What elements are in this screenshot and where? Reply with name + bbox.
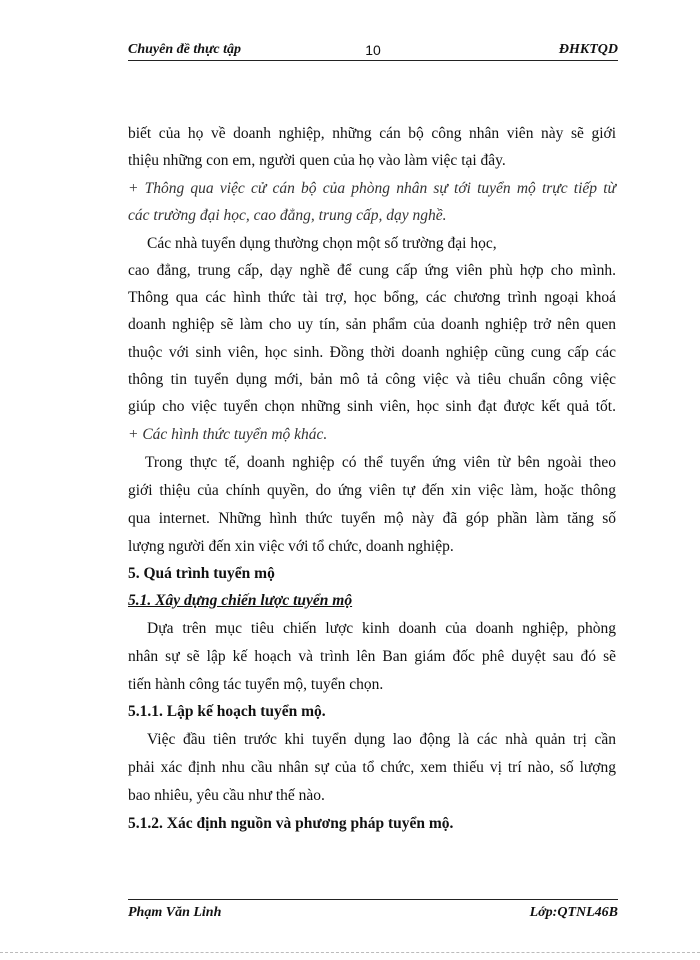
paragraph-line: giới thiệu của chính quyền, do ứng viên tự đến xin việc làm, hoặc thông [128,482,616,499]
footer-author: Phạm Văn Linh [128,905,222,920]
paragraph-line: phải xác định nhu cầu nhân sự của tổ chức, xem thiếu vị trí nào, số lượng [128,759,616,776]
page-header [128,40,618,61]
page-edge-divider [0,952,700,953]
paragraph-line: bao nhiêu, yêu cầu như thế nào. [128,787,325,804]
paragraph-line: Việc đầu tiên trước khi tuyển dụng lao động là các nhà quản trị cần [147,731,616,748]
paragraph-line: Trong thực tế, doanh nghiệp có thể tuyển ứng viên từ bên ngoài theo [145,454,616,471]
paragraph-line: cao đẳng, trung cấp, dạy nghề để cung cấp ứng viên phù hợp cho mình. [128,262,616,279]
page-footer [128,899,618,922]
paragraph-line: thông tin tuyển dụng mới, bản mô tả công việc và tiêu chuẩn công việc [128,371,616,388]
paragraph-line: nhân sự sẽ lập kế hoạch và trình lên Ban giám đốc phê duyệt sau đó sẽ [128,648,616,665]
paragraph-line: Các nhà tuyển dụng thường chọn một số trường đại học, [147,235,497,252]
paragraph-line: thiệu những con em, người quen của họ vào làm việc tại đây. [128,152,506,169]
section-heading: 5. Quá trình tuyển mộ [128,565,275,582]
paragraph-line: Thông qua các hình thức tài trợ, học bổng, các chương trình ngoại khoá [128,289,616,306]
subsection-heading: 5.1.2. Xác định nguồn và phương pháp tuyển mộ. [128,815,454,832]
paragraph-line: thuộc với sinh viên, học sinh. Đồng thời doanh nghiệp cũng cung cấp các [128,344,616,361]
paragraph-line: biết của họ về doanh nghiệp, những cán bộ công nhân viên này sẽ giới [128,125,616,142]
paragraph-line: qua internet. Những hình thức tuyển mộ này đã góp phần làm tăng số [128,510,616,527]
bullet-heading: + Thông qua việc cử cán bộ của phòng nhân sự tới tuyển mộ trực tiếp từ [128,180,616,197]
header-school: ĐHKTQD [558,42,618,57]
subsection-heading: 5.1.1. Lập kế hoạch tuyển mộ. [128,703,326,720]
page-number: 10 [365,42,381,58]
paragraph-line: Dựa trên mục tiêu chiến lược kinh doanh của doanh nghiệp, phòng [147,620,616,637]
footer-class: Lớp:QTNL46B [529,905,618,920]
paragraph-line: tiến hành công tác tuyển mộ, tuyển chọn. [128,676,384,693]
paragraph-line: giúp cho việc tuyển chọn những sinh viên, học sinh đạt được kết quả tốt. [128,398,616,415]
paragraph-line: lượng người đến xin việc với tổ chức, doanh nghiệp. [128,538,454,555]
header-title: Chuyên đề thực tập [128,42,242,57]
subsection-heading: 5.1. Xây dựng chiến lược tuyển mộ [128,592,353,609]
bullet-heading: các trường đại học, cao đẳng, trung cấp, dạy nghề. [128,207,447,224]
bullet-heading: + Các hình thức tuyển mộ khác. [128,426,328,443]
paragraph-line: doanh nghiệp sẽ làm cho uy tín, sản phẩm của doanh nghiệp trở nên quen [128,316,616,333]
